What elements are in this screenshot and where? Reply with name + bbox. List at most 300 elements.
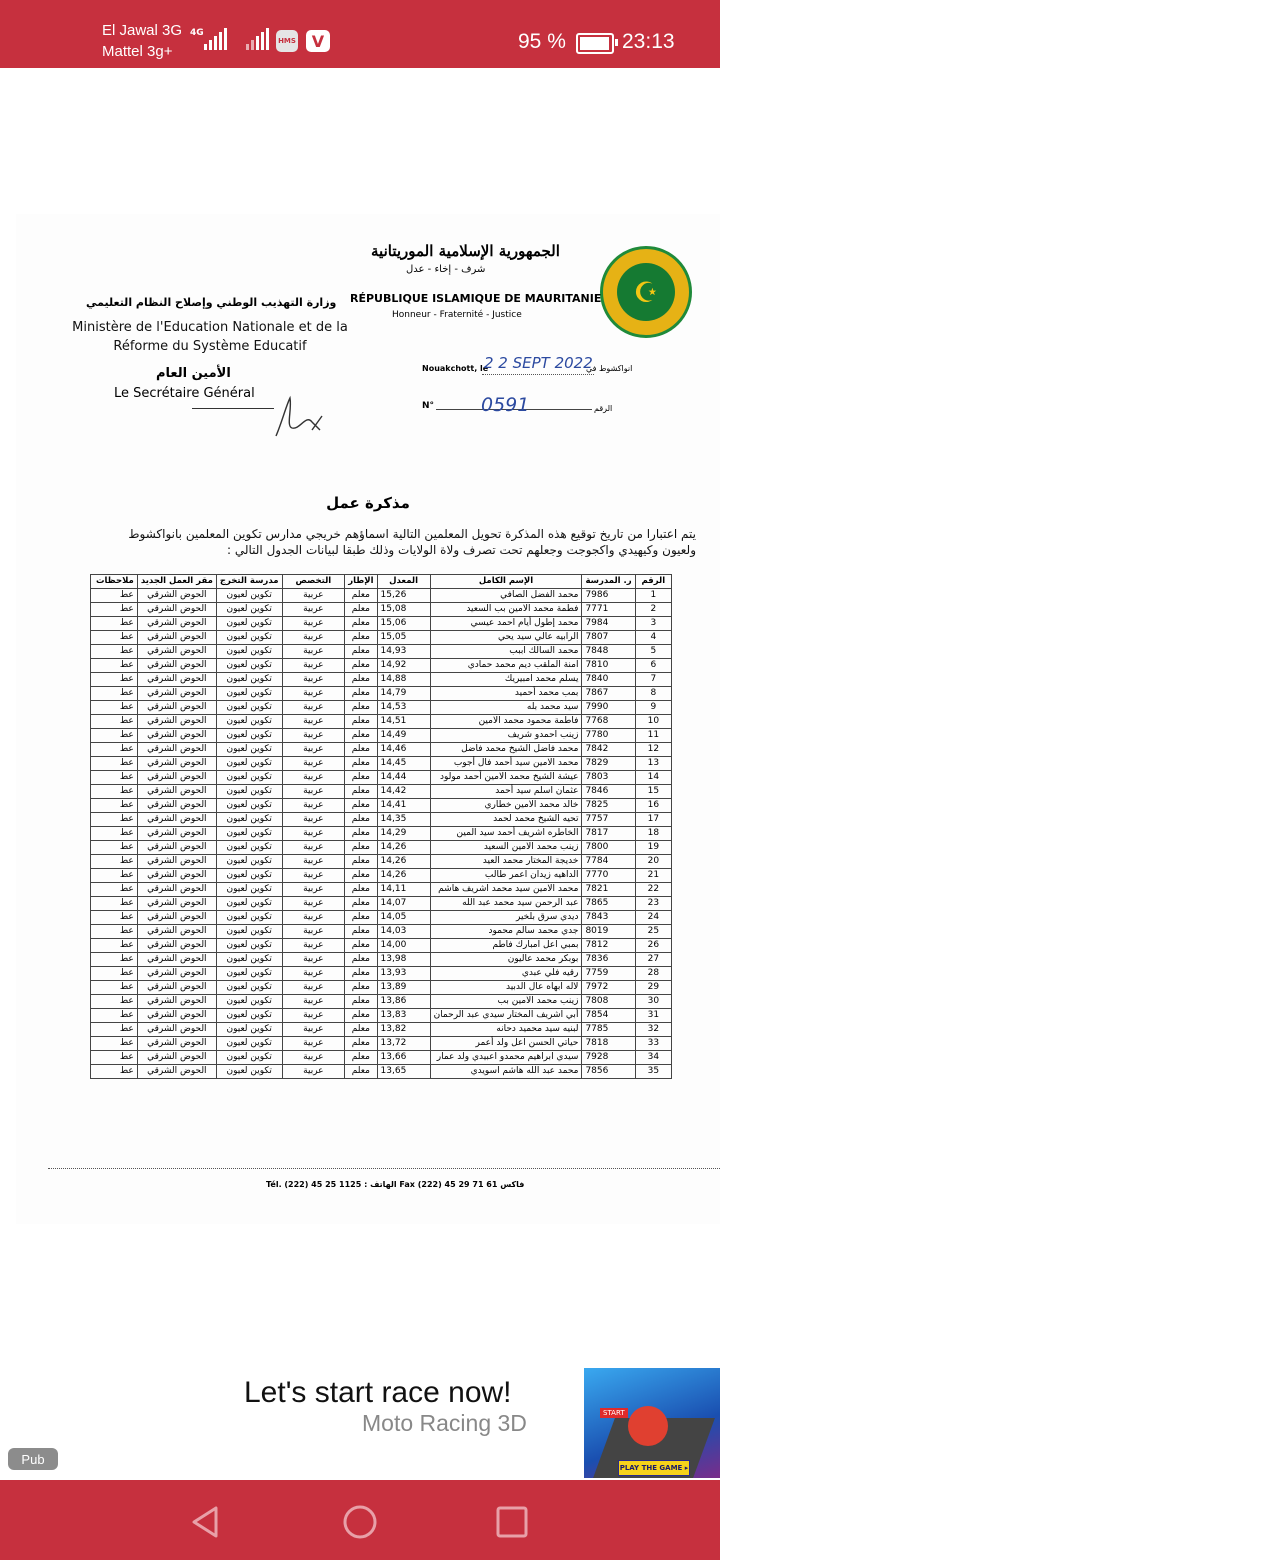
cell-number: 17 xyxy=(635,813,671,827)
cell-full-name: زينب احمدو شريف xyxy=(430,729,582,743)
cell-average: 13,82 xyxy=(377,1023,430,1037)
cell-school: تكوين لعيون xyxy=(216,771,282,785)
teachers-table xyxy=(90,574,672,1079)
cell-school-code: 7865 xyxy=(582,897,635,911)
cell-school-code: 7836 xyxy=(582,953,635,967)
document-date: 2 2 SEPT 2022 xyxy=(484,354,593,372)
cell-school: تكوين لعيون xyxy=(216,827,282,841)
cell-rank: معلم xyxy=(345,631,377,645)
cell-average: 14,26 xyxy=(377,869,430,883)
cell-number: 24 xyxy=(635,911,671,925)
table-row xyxy=(91,743,672,757)
cell-specialty: عربية xyxy=(282,1037,345,1051)
table-row xyxy=(91,687,672,701)
cell-full-name: بوبكر محمد عاليون xyxy=(430,953,582,967)
cell-number: 3 xyxy=(635,617,671,631)
cell-rank: معلم xyxy=(345,701,377,715)
cell-full-name: فطمة محمد الامين بب السعيد xyxy=(430,603,582,617)
cell-school: تكوين لعيون xyxy=(216,799,282,813)
cell-specialty: عربية xyxy=(282,603,345,617)
table-row xyxy=(91,911,672,925)
cell-full-name: خديجة المختار محمد العيد xyxy=(430,855,582,869)
cell-number: 10 xyxy=(635,715,671,729)
number-label: N° xyxy=(422,401,435,411)
cell-school: تكوين لعيون xyxy=(216,855,282,869)
cell-full-name: عبد الرحمن سيد محمد عبد الله xyxy=(430,897,582,911)
cell-average: 13,86 xyxy=(377,995,430,1009)
cell-number: 25 xyxy=(635,925,671,939)
cell-average: 13,83 xyxy=(377,1009,430,1023)
cell-average: 14,51 xyxy=(377,715,430,729)
cell-average: 13,72 xyxy=(377,1037,430,1051)
cell-average: 15,06 xyxy=(377,617,430,631)
cell-average: 14,79 xyxy=(377,687,430,701)
cell-school: تكوين لعيون xyxy=(216,925,282,939)
table-row xyxy=(91,925,672,939)
cell-new-post: الحوض الشرقي xyxy=(137,1023,216,1037)
cell-average: 14,11 xyxy=(377,883,430,897)
battery-percent: 95 % xyxy=(518,30,566,53)
cell-average: 14,49 xyxy=(377,729,430,743)
table-row xyxy=(91,799,672,813)
cell-number: 35 xyxy=(635,1065,671,1079)
header-rank: الإطار xyxy=(345,575,377,589)
place-label-arabic: انواكشوط في xyxy=(586,364,633,373)
cell-notes: عط xyxy=(91,1051,138,1065)
cell-specialty: عربية xyxy=(282,659,345,673)
cell-full-name: تحيه الشيخ محمد لحمد xyxy=(430,813,582,827)
document-footer: Tél. (222) 45 25 1125 : الهاتف Fax (222) 45 29 71 61 فاكس xyxy=(266,1180,525,1189)
cell-school-code: 7810 xyxy=(582,659,635,673)
header-full-name: الإسم الكامل xyxy=(430,575,582,589)
cell-rank: معلم xyxy=(345,673,377,687)
cell-full-name: عثمان اسلم سيد أحمد xyxy=(430,785,582,799)
cell-notes: عط xyxy=(91,603,138,617)
cell-average: 14,29 xyxy=(377,827,430,841)
cell-school-code: 7785 xyxy=(582,1023,635,1037)
cell-specialty: عربية xyxy=(282,813,345,827)
table-row xyxy=(91,827,672,841)
cell-notes: عط xyxy=(91,953,138,967)
cell-rank: معلم xyxy=(345,729,377,743)
cell-notes: عط xyxy=(91,869,138,883)
cell-full-name: خالد محمد الامين خطاري xyxy=(430,799,582,813)
cell-new-post: الحوض الشرقي xyxy=(137,813,216,827)
cell-school: تكوين لعيون xyxy=(216,715,282,729)
cell-average: 14,44 xyxy=(377,771,430,785)
cell-average: 14,88 xyxy=(377,673,430,687)
header-number: الرقم xyxy=(635,575,671,589)
cell-specialty: عربية xyxy=(282,883,345,897)
cell-average: 15,08 xyxy=(377,603,430,617)
cell-specialty: عربية xyxy=(282,981,345,995)
cell-full-name: الرابيه عالي سيد يحي xyxy=(430,631,582,645)
cell-new-post: الحوض الشرقي xyxy=(137,589,216,603)
signal-2-icon xyxy=(246,28,269,50)
cell-number: 7 xyxy=(635,673,671,687)
cell-average: 14,93 xyxy=(377,645,430,659)
cell-school: تكوين لعيون xyxy=(216,729,282,743)
cell-new-post: الحوض الشرقي xyxy=(137,967,216,981)
table-row xyxy=(91,1051,672,1065)
cell-notes: عط xyxy=(91,659,138,673)
cell-new-post: الحوض الشرقي xyxy=(137,995,216,1009)
cell-new-post: الحوض الشرقي xyxy=(137,981,216,995)
cell-school: تكوين لعيون xyxy=(216,757,282,771)
table-row xyxy=(91,1037,672,1051)
hms-icon: HMS xyxy=(276,30,298,52)
cell-notes: عط xyxy=(91,743,138,757)
cell-school: تكوين لعيون xyxy=(216,939,282,953)
cell-rank: معلم xyxy=(345,743,377,757)
cell-notes: عط xyxy=(91,757,138,771)
cell-number: 30 xyxy=(635,995,671,1009)
cell-notes: عط xyxy=(91,771,138,785)
table-row xyxy=(91,841,672,855)
cell-number: 34 xyxy=(635,1051,671,1065)
cell-new-post: الحوض الشرقي xyxy=(137,757,216,771)
cell-school: تكوين لعيون xyxy=(216,589,282,603)
cell-school-code: 7812 xyxy=(582,939,635,953)
cell-notes: عط xyxy=(91,883,138,897)
cell-number: 32 xyxy=(635,1023,671,1037)
cell-full-name: رقيه فلي عبدي xyxy=(430,967,582,981)
ministry-arabic: وزارة التهذيب الوطني وإصلاح النظام التعليمي xyxy=(86,296,337,309)
cell-rank: معلم xyxy=(345,715,377,729)
cell-number: 6 xyxy=(635,659,671,673)
cell-rank: معلم xyxy=(345,771,377,785)
cell-new-post: الحوض الشرقي xyxy=(137,841,216,855)
cell-average: 13,93 xyxy=(377,967,430,981)
cell-specialty: عربية xyxy=(282,841,345,855)
cell-school: تكوين لعيون xyxy=(216,1051,282,1065)
cell-school: تكوين لعيون xyxy=(216,953,282,967)
secretary-french: Le Secrétaire Général xyxy=(114,386,255,401)
cell-average: 14,46 xyxy=(377,743,430,757)
cell-rank: معلم xyxy=(345,603,377,617)
cell-school: تكوين لعيون xyxy=(216,785,282,799)
cell-school: تكوين لعيون xyxy=(216,743,282,757)
cell-full-name: الخاطره اشريف أحمد سيد المين xyxy=(430,827,582,841)
recents-button[interactable] xyxy=(492,1502,532,1542)
cell-number: 15 xyxy=(635,785,671,799)
cell-rank: معلم xyxy=(345,869,377,883)
cell-average: 14,53 xyxy=(377,701,430,715)
cell-number: 14 xyxy=(635,771,671,785)
cell-notes: عط xyxy=(91,967,138,981)
cell-full-name: زينب محمد الامين بب xyxy=(430,995,582,1009)
cell-notes: عط xyxy=(91,1065,138,1079)
table-row xyxy=(91,757,672,771)
cell-average: 14,26 xyxy=(377,841,430,855)
cell-notes: عط xyxy=(91,617,138,631)
back-button[interactable] xyxy=(186,1502,226,1542)
cell-new-post: الحوض الشرقي xyxy=(137,771,216,785)
cell-notes: عط xyxy=(91,631,138,645)
ad-banner[interactable] xyxy=(0,1366,1284,1480)
cell-specialty: عربية xyxy=(282,743,345,757)
cell-rank: معلم xyxy=(345,645,377,659)
cell-specialty: عربية xyxy=(282,771,345,785)
motorbike-icon xyxy=(628,1406,668,1446)
cell-school: تكوين لعيون xyxy=(216,1009,282,1023)
table-row xyxy=(91,1009,672,1023)
cell-rank: معلم xyxy=(345,981,377,995)
cell-rank: معلم xyxy=(345,855,377,869)
cell-school-code: 7803 xyxy=(582,771,635,785)
cell-number: 1 xyxy=(635,589,671,603)
cell-full-name: لبنيه سيد محميد دحانه xyxy=(430,1023,582,1037)
table-row xyxy=(91,631,672,645)
cell-new-post: الحوض الشرقي xyxy=(137,883,216,897)
cell-specialty: عربية xyxy=(282,967,345,981)
cell-specialty: عربية xyxy=(282,645,345,659)
cell-number: 9 xyxy=(635,701,671,715)
header-new-post: مقر العمل الجديد xyxy=(137,575,216,589)
status-bar xyxy=(0,0,720,68)
cell-new-post: الحوض الشرقي xyxy=(137,603,216,617)
cell-rank: معلم xyxy=(345,659,377,673)
cell-specialty: عربية xyxy=(282,701,345,715)
cell-specialty: عربية xyxy=(282,631,345,645)
cell-number: 31 xyxy=(635,1009,671,1023)
cell-full-name: سيد محمد بله xyxy=(430,701,582,715)
navigation-bar xyxy=(0,1480,720,1560)
table-row xyxy=(91,967,672,981)
cell-full-name: محمد فاضل الشيخ محمد فاضل xyxy=(430,743,582,757)
cell-notes: عط xyxy=(91,897,138,911)
table-row xyxy=(91,1023,672,1037)
signal-1-icon xyxy=(204,28,227,50)
cell-school-code: 7856 xyxy=(582,1065,635,1079)
table-row xyxy=(91,939,672,953)
cell-new-post: الحوض الشرقي xyxy=(137,1065,216,1079)
cell-number: 21 xyxy=(635,869,671,883)
cell-specialty: عربية xyxy=(282,687,345,701)
cell-full-name: محمد السالك اببب xyxy=(430,645,582,659)
place-label: Nouakchott, le xyxy=(422,364,489,373)
cell-average: 13,66 xyxy=(377,1051,430,1065)
cell-school: تكوين لعيون xyxy=(216,967,282,981)
table-row xyxy=(91,953,672,967)
header-republic: RÉPUBLIQUE ISLAMIQUE DE MAURITANIE xyxy=(350,292,602,305)
cell-school-code: 7825 xyxy=(582,799,635,813)
cell-school-code: 7846 xyxy=(582,785,635,799)
table-row xyxy=(91,589,672,603)
cell-specialty: عربية xyxy=(282,785,345,799)
cell-rank: معلم xyxy=(345,897,377,911)
cell-rank: معلم xyxy=(345,911,377,925)
cell-number: 29 xyxy=(635,981,671,995)
cell-specialty: عربية xyxy=(282,617,345,631)
cell-average: 14,00 xyxy=(377,939,430,953)
cell-full-name: الداهيه زيدان اعمر طالب xyxy=(430,869,582,883)
cell-school: تكوين لعيون xyxy=(216,701,282,715)
table-row xyxy=(91,659,672,673)
cell-new-post: الحوض الشرقي xyxy=(137,911,216,925)
ad-image[interactable] xyxy=(584,1368,1284,1478)
cell-specialty: عربية xyxy=(282,799,345,813)
cell-number: 33 xyxy=(635,1037,671,1051)
cell-new-post: الحوض الشرقي xyxy=(137,659,216,673)
table-row xyxy=(91,701,672,715)
table-row xyxy=(91,1065,672,1079)
cell-rank: معلم xyxy=(345,687,377,701)
cell-new-post: الحوض الشرقي xyxy=(137,939,216,953)
cell-average: 14,35 xyxy=(377,813,430,827)
table-row xyxy=(91,869,672,883)
cell-full-name: أبي اشريف المختار سيدي عبد الرحمان xyxy=(430,1009,582,1023)
cell-specialty: عربية xyxy=(282,757,345,771)
document-number: 0591 xyxy=(481,394,530,416)
cell-new-post: الحوض الشرقي xyxy=(137,869,216,883)
divider xyxy=(192,408,274,409)
cell-full-name: محمد الامين سيد أحمد فال أجوب xyxy=(430,757,582,771)
cell-specialty: عربية xyxy=(282,855,345,869)
header-school-code: ر. المدرسة xyxy=(582,575,635,589)
cell-notes: عط xyxy=(91,799,138,813)
cell-number: 4 xyxy=(635,631,671,645)
pub-badge: Pub xyxy=(8,1448,58,1470)
cell-school: تكوين لعيون xyxy=(216,687,282,701)
table-row xyxy=(91,995,672,1009)
cell-rank: معلم xyxy=(345,1009,377,1023)
cell-notes: عط xyxy=(91,995,138,1009)
cell-school: تكوين لعيون xyxy=(216,897,282,911)
cell-rank: معلم xyxy=(345,925,377,939)
cell-school-code: 7990 xyxy=(582,701,635,715)
cell-new-post: الحوض الشرقي xyxy=(137,673,216,687)
cell-rank: معلم xyxy=(345,1023,377,1037)
cell-notes: عط xyxy=(91,785,138,799)
divider xyxy=(482,374,594,375)
cell-average: 13,89 xyxy=(377,981,430,995)
cell-school: تكوين لعيون xyxy=(216,995,282,1009)
ad-title[interactable]: Let's start race now! xyxy=(244,1376,512,1409)
cell-number: 22 xyxy=(635,883,671,897)
cell-average: 14,03 xyxy=(377,925,430,939)
table-row xyxy=(91,617,672,631)
cell-new-post: الحوض الشرقي xyxy=(137,617,216,631)
cell-notes: عط xyxy=(91,939,138,953)
cell-full-name: زينب محمد الامين السعيد xyxy=(430,841,582,855)
cell-school-code: 7854 xyxy=(582,1009,635,1023)
cell-specialty: عربية xyxy=(282,897,345,911)
cell-school: تكوين لعيون xyxy=(216,617,282,631)
cell-specialty: عربية xyxy=(282,1065,345,1079)
cell-average: 14,92 xyxy=(377,659,430,673)
cell-specialty: عربية xyxy=(282,589,345,603)
cell-school-code: 7757 xyxy=(582,813,635,827)
header-average: المعدل xyxy=(377,575,430,589)
cell-number: 28 xyxy=(635,967,671,981)
cell-full-name: محمد الفضل الصافي xyxy=(430,589,582,603)
cell-number: 11 xyxy=(635,729,671,743)
cell-specialty: عربية xyxy=(282,1051,345,1065)
document-image[interactable] xyxy=(16,214,720,1224)
cell-specialty: عربية xyxy=(282,911,345,925)
cell-number: 5 xyxy=(635,645,671,659)
table-row xyxy=(91,645,672,659)
cell-average: 15,05 xyxy=(377,631,430,645)
cell-notes: عط xyxy=(91,1023,138,1037)
cell-average: 14,05 xyxy=(377,911,430,925)
cell-average: 13,65 xyxy=(377,1065,430,1079)
cell-rank: معلم xyxy=(345,967,377,981)
cell-number: 13 xyxy=(635,757,671,771)
table-row xyxy=(91,855,672,869)
cell-school: تكوين لعيون xyxy=(216,981,282,995)
cell-school-code: 7759 xyxy=(582,967,635,981)
cell-school-code: 7848 xyxy=(582,645,635,659)
cell-notes: عط xyxy=(91,813,138,827)
cell-specialty: عربية xyxy=(282,953,345,967)
cell-school-code: 7821 xyxy=(582,883,635,897)
ad-subtitle[interactable]: Moto Racing 3D xyxy=(362,1410,527,1436)
close-icon[interactable]: ✕ xyxy=(1270,1383,1284,1402)
memo-title: مذكرة عمل xyxy=(326,494,410,512)
home-button[interactable] xyxy=(340,1502,380,1542)
cell-new-post: الحوض الشرقي xyxy=(137,855,216,869)
network-type-label: 4G xyxy=(190,28,204,38)
cell-school-code: 7817 xyxy=(582,827,635,841)
play-the-game-button[interactable]: PLAY THE GAME ▸ xyxy=(618,1460,690,1476)
cell-new-post: الحوض الشرقي xyxy=(137,827,216,841)
cell-new-post: الحوض الشرقي xyxy=(137,925,216,939)
cell-school-code: 7780 xyxy=(582,729,635,743)
cell-full-name: حياتي الحسن اعل ولد أعمر xyxy=(430,1037,582,1051)
cell-number: 20 xyxy=(635,855,671,869)
cell-number: 2 xyxy=(635,603,671,617)
cell-new-post: الحوض الشرقي xyxy=(137,897,216,911)
header-arabic-motto: شرف - إخاء - عدل xyxy=(406,264,486,275)
cell-school: تكوين لعيون xyxy=(216,631,282,645)
cell-notes: عط xyxy=(91,701,138,715)
cell-school: تكوين لعيون xyxy=(216,841,282,855)
cell-notes: عط xyxy=(91,981,138,995)
cell-rank: معلم xyxy=(345,813,377,827)
cell-full-name: امنة الملقب ديم محمد حمادي xyxy=(430,659,582,673)
cell-full-name: عيشة الشيخ محمد الامين أحمد مولود xyxy=(430,771,582,785)
cell-average: 13,98 xyxy=(377,953,430,967)
cell-rank: معلم xyxy=(345,785,377,799)
cell-full-name: جدي محمد سالم محمود xyxy=(430,925,582,939)
cell-notes: عط xyxy=(91,673,138,687)
table-row xyxy=(91,729,672,743)
cell-number: 19 xyxy=(635,841,671,855)
cell-school-code: 7768 xyxy=(582,715,635,729)
cell-notes: عط xyxy=(91,1009,138,1023)
cell-new-post: الحوض الشرقي xyxy=(137,729,216,743)
cell-notes: عط xyxy=(91,729,138,743)
cell-new-post: الحوض الشرقي xyxy=(137,645,216,659)
cell-full-name: ديدي سرق بلخير xyxy=(430,911,582,925)
cell-school-code: 7808 xyxy=(582,995,635,1009)
cell-specialty: عربية xyxy=(282,1009,345,1023)
cell-average: 14,26 xyxy=(377,855,430,869)
cell-notes: عط xyxy=(91,715,138,729)
cell-school-code: 7807 xyxy=(582,631,635,645)
cell-full-name: بمبي اعل امبارك فاطم xyxy=(430,939,582,953)
handwritten-signature xyxy=(272,392,332,442)
table-header-row xyxy=(91,575,672,589)
cell-average: 14,07 xyxy=(377,897,430,911)
cell-number: 27 xyxy=(635,953,671,967)
cell-new-post: الحوض الشرقي xyxy=(137,715,216,729)
table-row xyxy=(91,897,672,911)
cell-notes: عط xyxy=(91,925,138,939)
cell-school: تكوين لعيون xyxy=(216,813,282,827)
